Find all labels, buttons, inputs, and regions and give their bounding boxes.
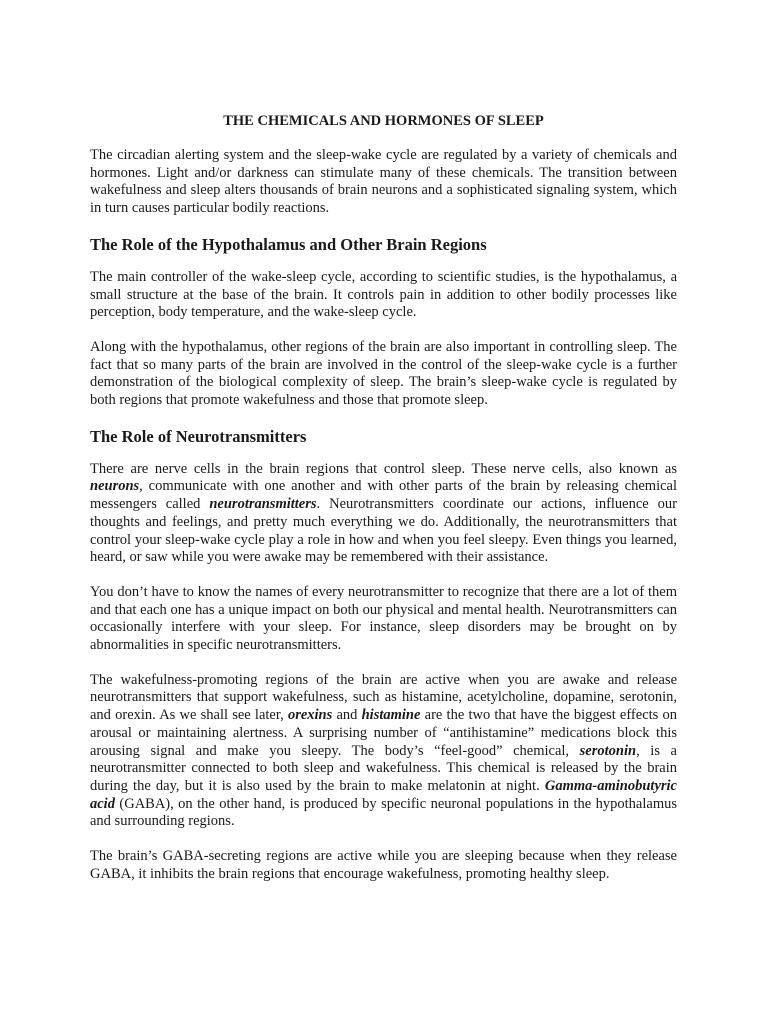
document-title: THE CHEMICALS AND HORMONES OF SLEEP [223, 113, 544, 129]
text-run: The wakefulness-promoting regions of the brain are active when you are awake and release neurotransmitters that support wakefulness, such as histamine, acetylcholine, dopamine, serotonin, and orexin. As we shall see later, [90, 671, 677, 724]
term-gaba: Gamma-aminobutyric acid [90, 777, 677, 812]
section-heading-hypothalamus: The Role of the Hypothalamus and Other Brain Regions [90, 234, 487, 254]
term-histamine: histamine [361, 707, 421, 724]
term-orexins: orexins [287, 707, 333, 724]
intro-paragraph: The circadian alerting system and the sleep-wake cycle are regulated by a variety of chemicals and hormones. Light and/or darkness can stimulate many of these chemicals. The transition between wakefulness and sleep alters thousands of brain neurons and a sophisticated signaling system, which in turn causes particular bodily reactions. [90, 147, 677, 217]
neurotransmitters-paragraph-1 [90, 461, 677, 567]
neurotransmitters-paragraph-4: The brain’s GABA-secreting regions are active while you are sleeping because when they release GABA, it inhibits the brain regions that encourage wakefulness, promoting healthy sleep. [90, 848, 677, 882]
text-run: . Neurotransmitters coordinate our actions, influence our thoughts and feelings, and pretty much everything we do. Additionally, the neurotransmitters that control your sleep-wake cycle play a role in how and when you feel sleepy. Even things you learned, heard, or saw while you were awake may be remembered with their assistance. [90, 496, 677, 566]
term-serotonin: serotonin [579, 742, 637, 759]
document-page [90, 112, 677, 901]
section-heading-neurotransmitters: The Role of Neurotransmitters [90, 426, 307, 446]
term-neurotransmitters: neurotransmitters [209, 496, 317, 513]
term-neurons: neurons [90, 478, 140, 495]
text-run: , communicate with one another and with other parts of the brain by releasing chemical messengers called [90, 478, 677, 513]
neurotransmitters-paragraph-2: You don’t have to know the names of every neurotransmitter to recognize that there are a lot of them and that each one has a unique impact on both our physical and mental health. Neurotransmitters can occasionally interfere with your sleep. For instance, sleep disorders may be brought on by abnormalities in specific neurotransmitters. [90, 583, 677, 654]
text-run: , is a neurotransmitter connected to both sleep and wakefulness. This chemical is released by the brain during the day, but it is also used by the brain to make melatonin at night. [90, 742, 677, 794]
text-run: There are nerve cells in the brain regions that control sleep. These nerve cells, also known as [90, 460, 677, 477]
text-run: (GABA), on the other hand, is produced by specific neuronal populations in the hypothalamus and surrounding regions. [90, 795, 677, 830]
text-run: and [332, 707, 362, 724]
text-run: are the two that have the biggest effects on arousal or maintaining alertness. A surprising number of “antihistamine” medications block this arousing signal and make you sleepy. The body’s “feel-good” chemical, [90, 707, 677, 759]
neurotransmitters-paragraph-3 [90, 672, 677, 831]
hypothalamus-paragraph-1: The main controller of the wake-sleep cycle, according to scientific studies, is the hypothalamus, a small structure at the base of the brain. It controls pain in addition to other bodily processes like perception, body temperature, and the wake-sleep cycle. [90, 268, 677, 321]
hypothalamus-paragraph-2: Along with the hypothalamus, other regions of the brain are also important in controlling sleep. The fact that so many parts of the brain are involved in the control of the sleep-wake cycle is a further demonstration of the biological complexity of sleep. The brain’s sleep-wake cycle is regulated by both regions that promote wakefulness and those that promote sleep. [90, 338, 677, 409]
